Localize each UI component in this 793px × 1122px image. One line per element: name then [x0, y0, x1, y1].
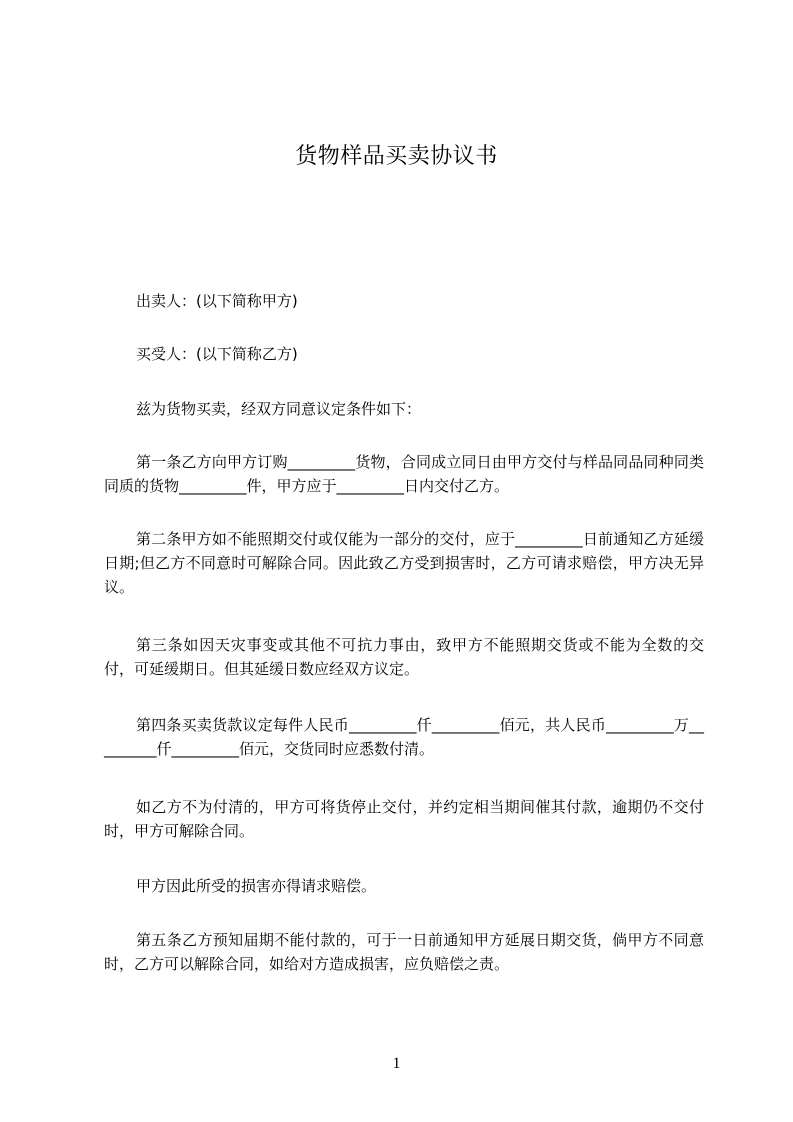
damages-paragraph: 甲方因此所受的损害亦得请求赔偿。: [136, 877, 377, 895]
article-5-paragraph: 第五条乙方预知届期不能付款的，可于一日前通知甲方延展日期交货，倘甲方不同意时，乙方可以解除合同，如给对方造成损害，应负赔偿之责。: [104, 931, 704, 973]
article-2-paragraph: 第二条甲方如不能照期交付或仅能为一部分的交付，应于_________日前通知乙方延缓日期;但乙方不同意时可解除合同。因此致乙方受到损害时，乙方可请求赔偿，甲方决无异议。: [104, 530, 704, 596]
article-4-paragraph: 第四条买卖货款议定每件人民币_________仟_________佰元，共人民币_________万_________仟_________佰元，交货同时应悉数付清。: [104, 716, 704, 758]
preamble-paragraph: 兹为货物买卖，经双方同意议定条件如下：: [136, 400, 422, 418]
seller-line: 出卖人：(以下简称甲方): [136, 292, 298, 310]
article-3-paragraph: 第三条如因天灾事变或其他不可抗力事由，致甲方不能照期交货或不能为全数的交付，可延缓期日。但其延缓日数应经双方议定。: [104, 636, 704, 678]
buyer-line: 买受人：(以下简称乙方): [136, 345, 298, 363]
nonpayment-paragraph: 如乙方不为付清的，甲方可将货停止交付，并约定相当期间催其付款，逾期仍不交付时，甲方可解除合同。: [104, 798, 704, 840]
article-1-paragraph: 第一条乙方向甲方订购_________货物，合同成立同日由甲方交付与样品同品同种同类同质的货物_________件，甲方应于_________日内交付乙方。: [104, 453, 704, 495]
document-title: 货物样品买卖协议书: [295, 144, 498, 169]
page-number: 1: [392, 1055, 401, 1072]
